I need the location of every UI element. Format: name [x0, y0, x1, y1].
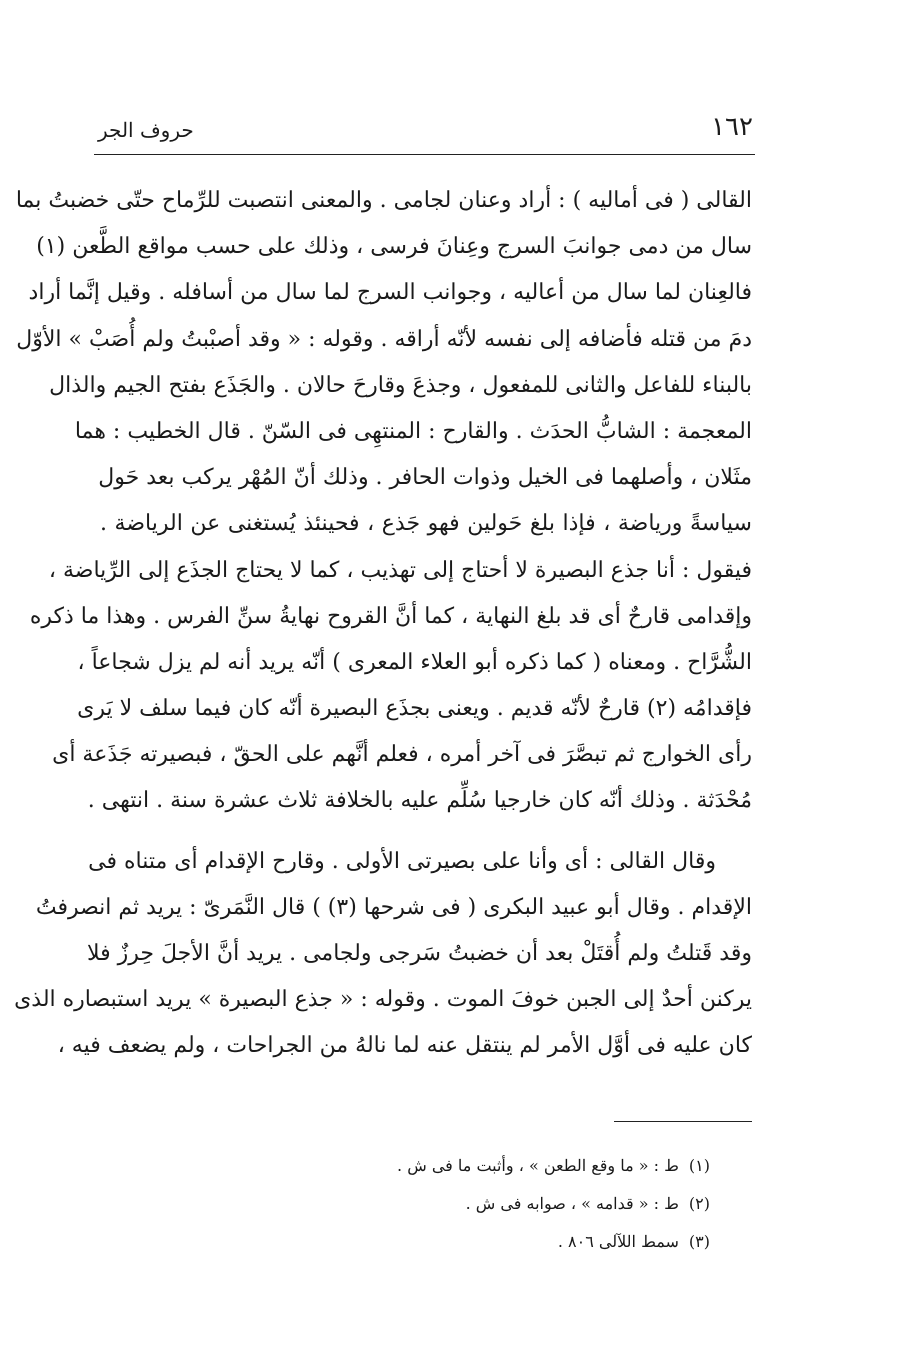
text-line: بالبناء للفاعل والثانى للمفعول ، وجذعَ وقارحَ حالان . والجَذَع بفتح الجيم والذال	[49, 372, 752, 398]
text-line: وقد قَتلتُ ولم أُقتَلْ بعد أن خضبتُ سَرجى ولجامى . يريد أنَّ الأجلَ حِرزٌ فلا	[87, 941, 752, 966]
text-line: دمَ من قتله فأضافه إلى نفسه لأنّه أراقه . وقوله : « وقد أصبْبتُ ولم أُصَبْ » الأوّل	[16, 326, 752, 352]
footnote-text: سمط اللآلى ٨٠٦ .	[557, 1232, 679, 1251]
footnote-number: (١)	[688, 1156, 710, 1175]
paragraph-2	[14, 839, 752, 1070]
footnote-text: ط : « قدامه » ، صوابه فى ش .	[465, 1194, 679, 1213]
footnote-text: ط : « ما وقع الطعن » ، وأثبت ما فى ش .	[397, 1156, 679, 1175]
text-line: مُحْدَثة . وذلك أنّه كان خارجيا سُلِّم عليه بالخلافة ثلاث عشرة سنة . انتهى .	[87, 788, 752, 814]
text-line: الشُّرَّاح . ومعناه ( كما ذكره أبو العلاء المعرى ) أنّه يريد أنه لم يزل شجاعاً ،	[77, 649, 752, 675]
header-divider	[94, 154, 755, 155]
text-line: رأى الخوارج ثم تبصَّرَ فى آخر أمره ، فعلم أنَّهم على الحقّ ، فبصيرته جَذَعة أى	[52, 742, 752, 768]
text-line: فإقدامُه (٢) قارحٌ لأنّه قديم . ويعنى بجذَع البصيرة أنّه كان فيما سلف لا يَرى	[77, 696, 752, 722]
footnote-item	[200, 1147, 710, 1185]
text-line: المعجمة : الشابُّ الحدَث . والقارح : المنتهِى فى السّنّ . قال الخطيب : هما	[74, 418, 752, 444]
text-line: وإقدامى قارحٌ أى قد بلغ النهاية ، كما أنَّ القروح نهايةُ سنِّ الفرس . وهذا ما ذكره	[29, 603, 752, 629]
main-text	[14, 178, 752, 1070]
footnotes	[200, 1147, 710, 1261]
text-line: الإقدام . وقال أبو عبيد البكرى ( فى شرحها (٣) ) قال النَّمَرىّ : يريد ثم انصرفتُ	[35, 894, 752, 920]
footnote-item	[200, 1185, 710, 1223]
text-line: يركنن أحدٌ إلى الجبن خوفَ الموت . وقوله : « جذع البصيرة » يريد استبصاره الذى	[14, 987, 752, 1013]
footnote-divider	[614, 1121, 752, 1122]
page-header	[98, 108, 753, 152]
text-line: وقال القالى : أى وأنا على بصيرتى الأولى . وقارح الإقدام أى متناه فى	[88, 848, 716, 874]
paragraph-1	[15, 178, 752, 825]
page-number: ١٦٢	[711, 112, 753, 142]
text-line: كان عليه فى أوَّل الأمر لم ينتقل عنه لما نالهُ من الجراحات ، ولم يضعف فيه ،	[57, 1033, 752, 1059]
text-line: فالعِنان لما سال من أعاليه ، وجوانب السرج لما سال من أسافله . وقيل إنَّما أراد	[28, 280, 752, 306]
footnote-number: (٣)	[688, 1232, 710, 1251]
text-line: فيقول : أنا جذع البصيرة لا أحتاج إلى تهذيب ، كما لا يحتاج الجذَع إلى الرِّياضة ،	[48, 557, 752, 583]
text-line: سياسةً ورياضة ، فإذا بلغ حَولين فهو جَذع ، فحينئذ يُستغنى عن الرياضة .	[100, 511, 752, 537]
text-line: القالى ( فى أماليه ) : أراد وعنان لجامى . والمعنى انتصبت للرِّماح حتّى خضبتُ بما	[15, 188, 752, 213]
text-line: سال من دمى جوانبَ السرج وعِنانَ فرسى ، وذلك على حسب مواقع الطَّعن (١)	[36, 234, 752, 260]
footnote-item	[200, 1223, 710, 1261]
running-title: حروف الجر	[98, 118, 194, 142]
text-line: مثَلان ، وأصلهما فى الخيل وذوات الحافر . وذلك أنّ المُهْر يركب بعد حَول	[98, 465, 752, 491]
footnote-number: (٢)	[688, 1194, 710, 1213]
